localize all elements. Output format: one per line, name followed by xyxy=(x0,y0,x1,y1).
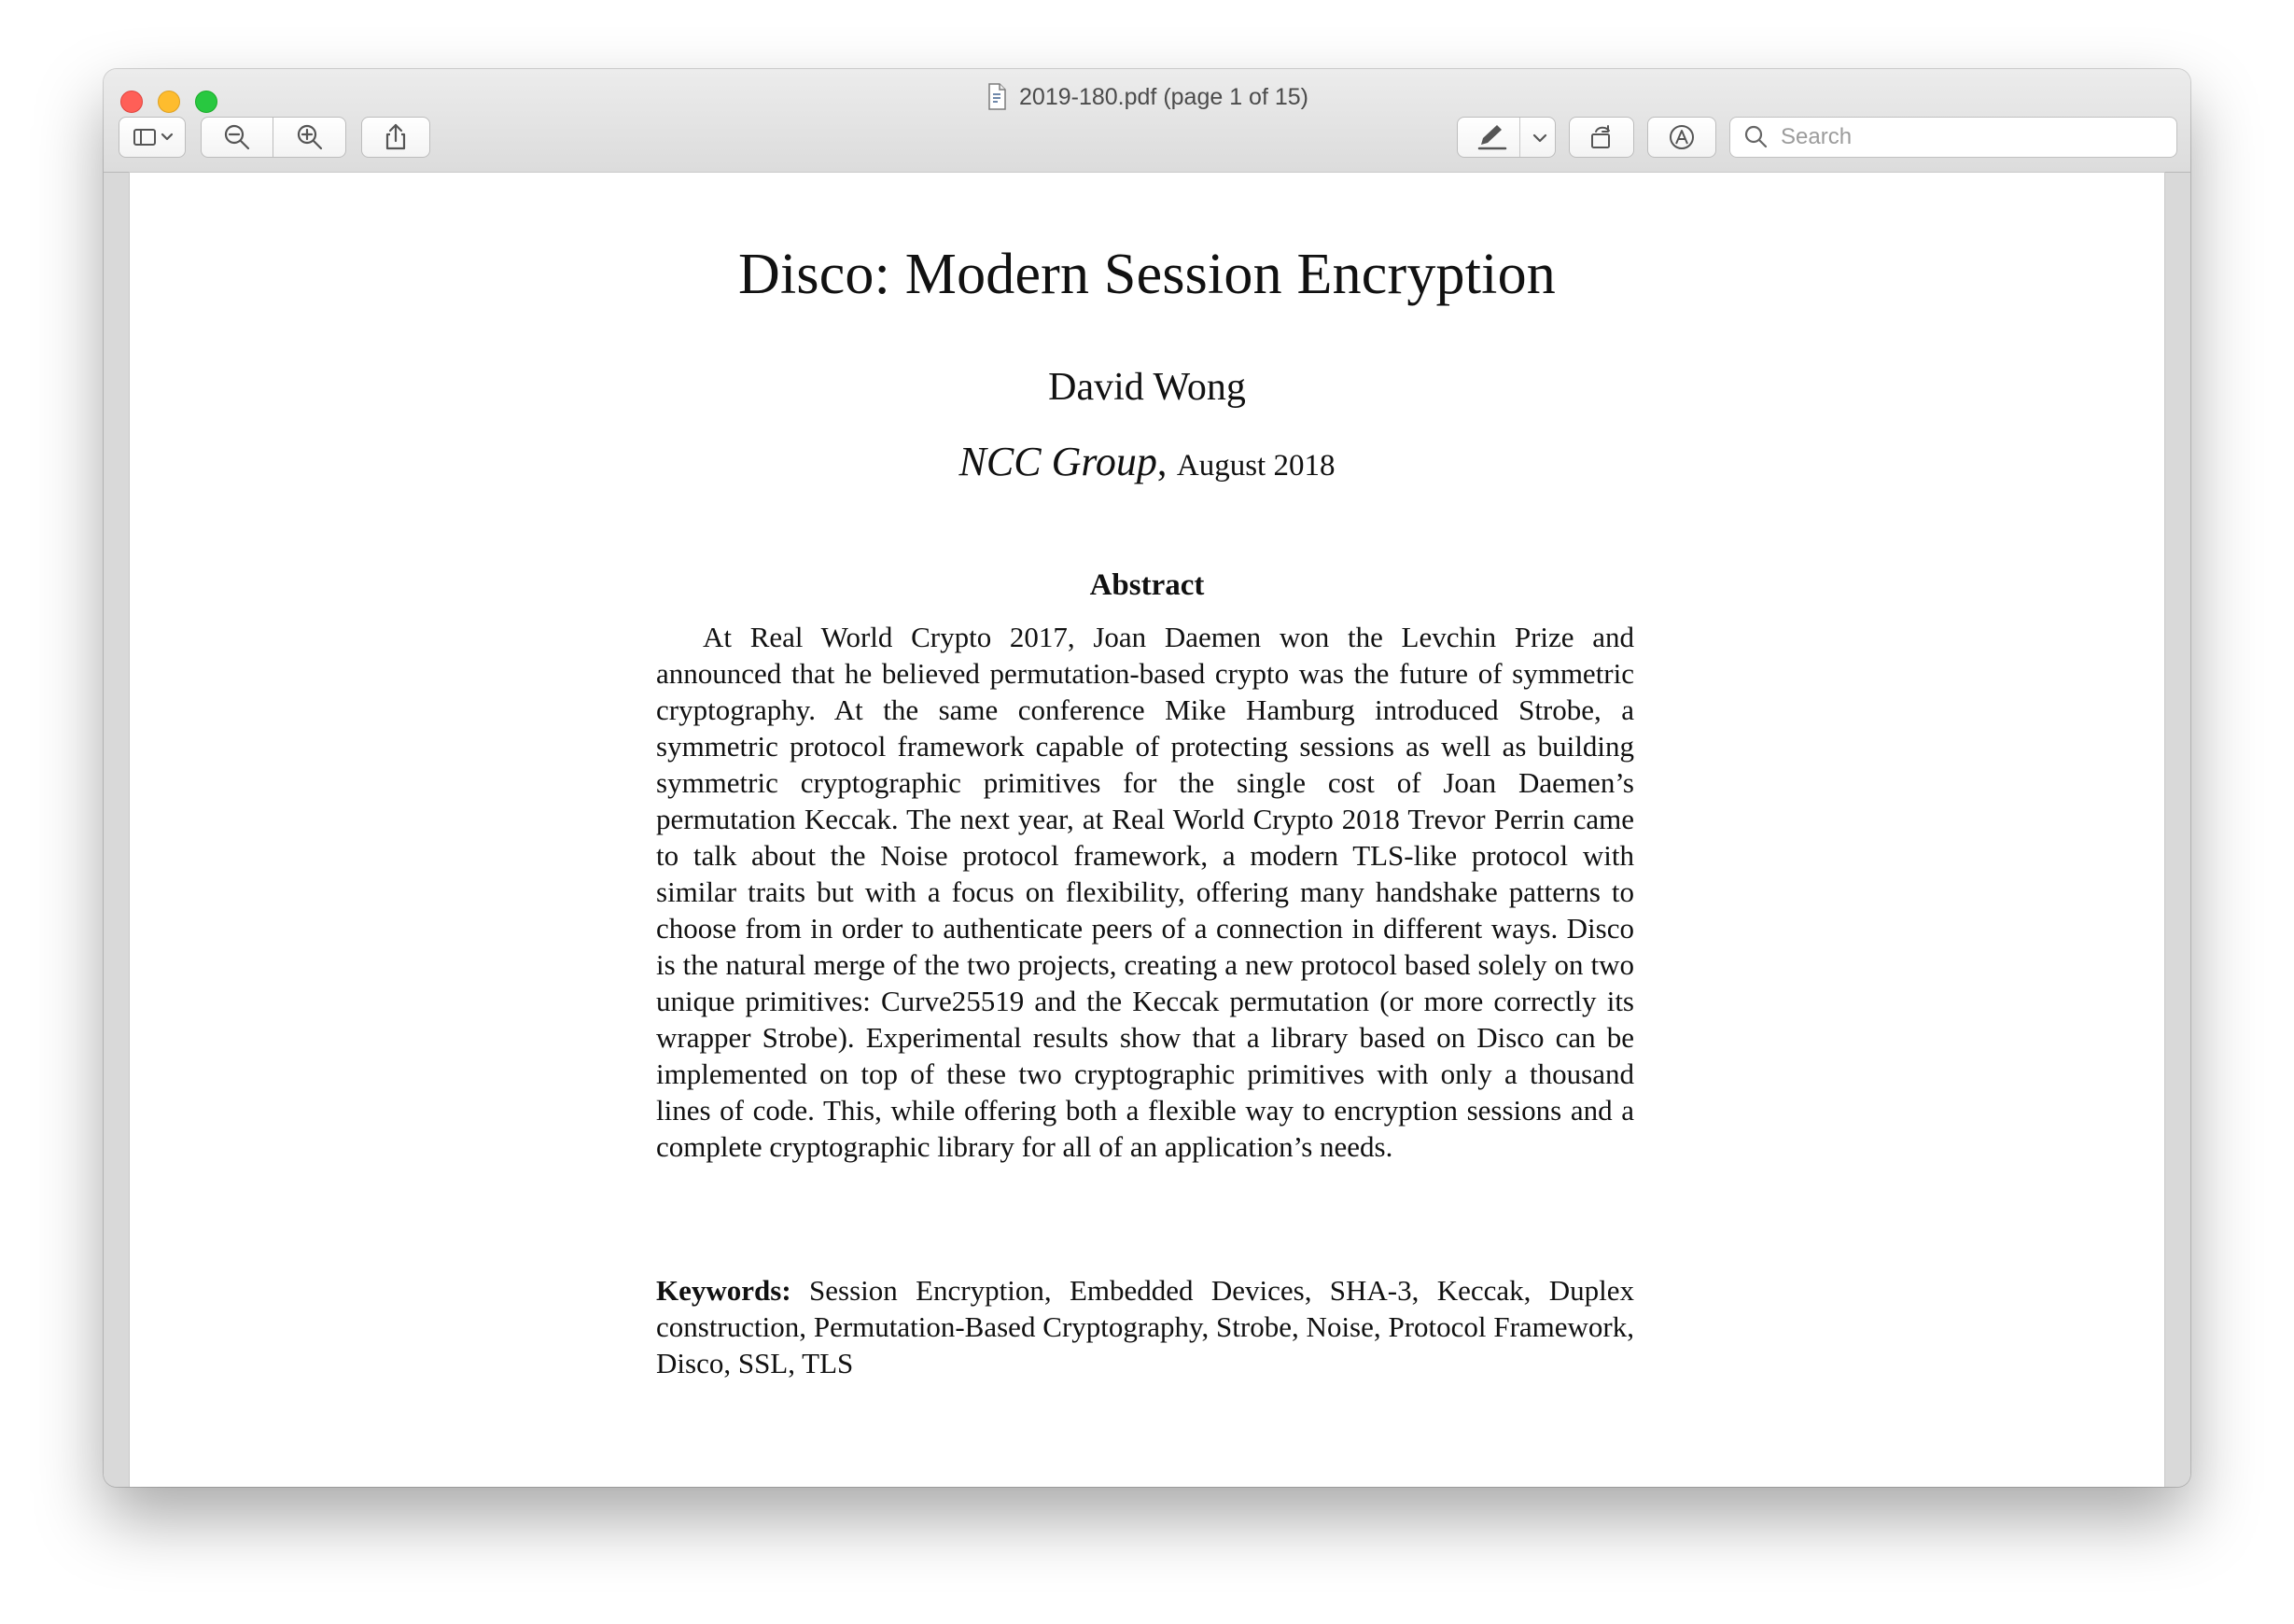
markup-button-divider xyxy=(1519,118,1520,157)
share-icon xyxy=(381,121,411,153)
pen-icon xyxy=(1473,121,1510,153)
rotate-icon xyxy=(1585,121,1618,153)
keywords-label: Keywords: xyxy=(656,1274,791,1307)
markup-toolbar-button[interactable] xyxy=(1647,117,1716,158)
markup-icon xyxy=(1665,120,1699,154)
author-affiliation xyxy=(130,438,2164,485)
pdf-document-icon xyxy=(986,83,1008,111)
abstract-heading: Abstract xyxy=(1089,568,1205,602)
preview-window xyxy=(104,69,2190,1487)
abstract-body: At Real World Crypto 2017, Joan Daemen won the Levchin Prize and announced that he believed permutation-based crypto was the future of symmetric cryptography. At the same conference Mike Hamburg introduced Strobe, a symmetric protocol framework capable of protecting sessions as well as building symmetric cryptographic primitives for the single cost of Joan Daemen’s permutation Keccak. The next year, at Real World Crypto 2018 Trevor Perrin came to talk about the Noise protocol framework, a modern TLS-like protocol with similar traits but with a focus on flexibility, offering many handshake patterns to choose from in order to authenticate peers of a connection in different ways. Disco is the natural merge of the two projects, creating a new protocol based solely on two unique primitives: Curve25519 and the Keccak permutation (or more correctly its wrapper Strobe). Experimental results show that a library based on Disco can be implemented on top of these two cryptographic primitives with only a thousand lines of code. This, while offering both a flexible way to encryption sessions and a complete cryptographic library for all of an application’s needs. xyxy=(656,621,1634,1163)
sidebar-view-button[interactable] xyxy=(119,117,186,158)
keywords-text: Session Encryption, Embedded Devices, SHA-3, Keccak, Duplex construction, Permutation-Based Cryptography, Strobe, Noise, Protocol Framework, Disco, SSL, TLS xyxy=(656,1274,1635,1379)
paper-title: Disco: Modern Session Encryption xyxy=(737,243,1557,306)
author-name: David Wong xyxy=(1048,366,1246,409)
rotate-button[interactable] xyxy=(1569,117,1634,158)
publication-date: August 2018 xyxy=(1176,449,1336,483)
window-toolbar xyxy=(104,69,2190,173)
keywords-paragraph xyxy=(656,1272,1634,1381)
pdf-viewer[interactable] xyxy=(104,173,2190,1487)
zoom-out-icon xyxy=(221,121,253,153)
share-button[interactable] xyxy=(361,117,430,158)
zoom-out-button[interactable] xyxy=(201,117,273,158)
document-title-text: 2019-180.pdf (page 1 of 15) xyxy=(1019,83,1308,110)
pdf-page xyxy=(130,173,2164,1487)
zoom-in-button[interactable] xyxy=(273,117,346,158)
search-input[interactable] xyxy=(1779,123,2165,151)
organization: NCC Group xyxy=(958,439,1157,484)
chevron-down-icon[interactable] xyxy=(1527,126,1553,150)
search-icon xyxy=(1743,124,1769,150)
affiliation-separator: , xyxy=(1156,441,1177,484)
zoom-in-icon xyxy=(294,121,326,153)
window-title xyxy=(104,80,2190,114)
sidebar-icon xyxy=(130,125,175,149)
search-field[interactable] xyxy=(1729,117,2177,158)
pen-markup-button[interactable] xyxy=(1457,117,1556,158)
